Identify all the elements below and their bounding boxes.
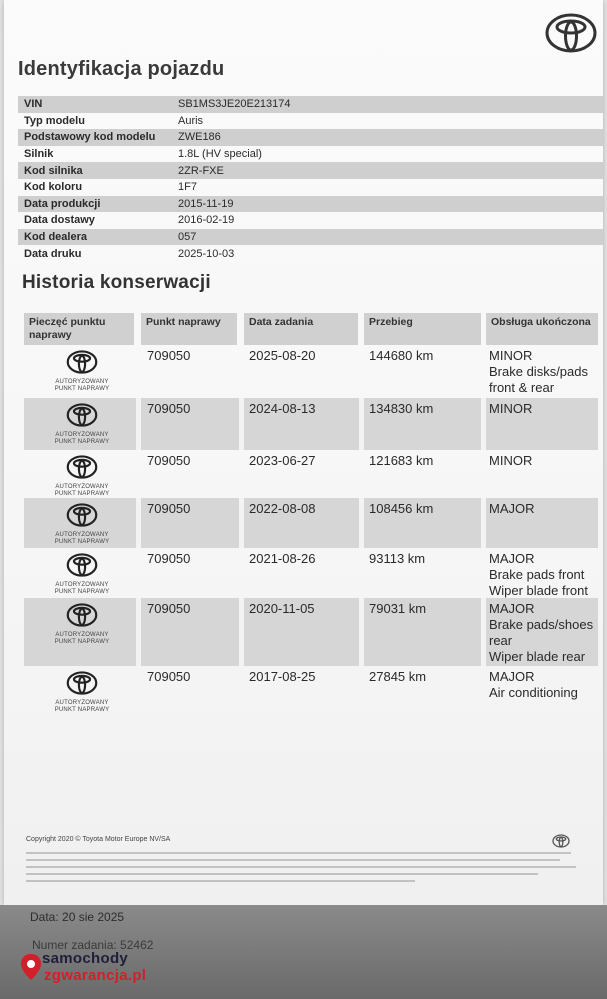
- service-date: 2024-08-13: [249, 401, 316, 416]
- column-header-shop: Punkt naprawy: [141, 313, 237, 345]
- watermark-top-text: samochody: [42, 950, 129, 967]
- service-line: MAJOR: [489, 501, 535, 516]
- history-row: [4, 598, 603, 666]
- legal-fine-print: [26, 852, 582, 886]
- authorized-stamp: [34, 500, 130, 546]
- history-table-header: [4, 313, 603, 345]
- stamp-text-line: PUNKT NAPRAWY: [54, 589, 110, 595]
- toyota-stamp-icon: [64, 402, 100, 428]
- mileage: 144680 km: [369, 348, 434, 363]
- watermark-logo: [20, 950, 190, 990]
- authorized-stamp: [34, 600, 130, 646]
- service-completed: [489, 453, 532, 469]
- history-section-title: Historia konserwacji: [22, 272, 211, 293]
- print-date-label: Data: [30, 910, 56, 924]
- service-date: 2017-08-25: [249, 669, 316, 684]
- stamp-text-line: AUTORYZOWANY: [55, 379, 109, 385]
- stamp-text-line: PUNKT NAPRAWY: [54, 491, 110, 497]
- column-header-service: Obsługa ukończona: [486, 313, 598, 345]
- vehicle-row: [18, 212, 603, 229]
- service-line: Brake disks/pads: [489, 364, 588, 379]
- column-header-date: Data zadania: [244, 313, 358, 345]
- service-date: 2021-08-26: [249, 551, 316, 566]
- vehicle-row: [18, 245, 603, 262]
- vehicle-field-value: SB1MS3JE20E213174: [172, 96, 603, 113]
- vehicle-field-label: Silnik: [24, 148, 54, 161]
- map-pin-icon: [20, 953, 42, 981]
- watermark-bottom-text: zgwarancja.pl: [44, 967, 147, 984]
- toyota-stamp-icon: [64, 502, 100, 528]
- vehicle-row: [18, 162, 603, 179]
- authorized-stamp: [34, 452, 130, 498]
- service-completed: [489, 551, 588, 599]
- order-number-value: 52462: [120, 938, 154, 952]
- service-line: MAJOR: [489, 669, 535, 684]
- service-line: MINOR: [489, 401, 533, 416]
- mileage: 121683 km: [369, 453, 434, 468]
- service-completed: [489, 601, 593, 665]
- history-row: [4, 345, 603, 398]
- vehicle-row: [18, 129, 603, 146]
- service-line: Wiper blade front: [489, 583, 588, 598]
- shop-code: 709050: [147, 501, 191, 516]
- shop-code: 709050: [147, 551, 191, 566]
- vehicle-field-value: 2015-11-19: [172, 196, 603, 213]
- mileage: 93113 km: [369, 551, 426, 566]
- shop-code: 709050: [147, 453, 191, 468]
- authorized-stamp: [34, 347, 130, 393]
- print-date: Data: 20 sie 2025: [30, 910, 125, 924]
- service-line: Air conditioning: [489, 685, 578, 700]
- shop-code: 709050: [147, 401, 191, 416]
- toyota-stamp-icon: [64, 552, 100, 578]
- stamp-text-line: PUNKT NAPRAWY: [54, 439, 110, 445]
- service-line: Wiper blade rear: [489, 649, 586, 664]
- shop-code: 709050: [147, 669, 191, 684]
- stamp-text-line: PUNKT NAPRAWY: [54, 639, 110, 645]
- stamp-text-line: AUTORYZOWANY: [55, 532, 109, 538]
- vehicle-row: [18, 196, 603, 213]
- vehicle-row: [18, 229, 603, 246]
- shop-code: 709050: [147, 601, 191, 616]
- shop-code: 709050: [147, 348, 191, 363]
- vehicle-field-value: 2ZR-FXE: [172, 162, 603, 179]
- order-number: Numer zadania: 52462: [32, 938, 154, 952]
- vehicle-field-value: 2016-02-19: [178, 214, 235, 227]
- vehicle-field-label: Kod silnika: [18, 162, 172, 179]
- page-title: Identyfikacja pojazdu: [18, 58, 225, 80]
- vehicle-identification-table: [18, 96, 603, 262]
- service-completed: [489, 501, 535, 517]
- toyota-stamp-icon: [64, 454, 100, 480]
- print-date-value: 20 sie 2025: [62, 910, 125, 924]
- history-row: [4, 548, 603, 598]
- service-record-sheet: [4, 0, 603, 905]
- service-date: 2025-08-20: [249, 348, 316, 363]
- stamp-text-line: AUTORYZOWANY: [55, 432, 109, 438]
- service-line: rear: [489, 633, 513, 648]
- stamp-text-line: AUTORYZOWANY: [55, 484, 109, 490]
- vehicle-field-label: Podstawowy kod modelu: [18, 129, 172, 146]
- service-line: front & rear: [489, 380, 555, 395]
- service-line: MAJOR: [489, 551, 535, 566]
- service-completed: [489, 401, 532, 417]
- vehicle-field-label: VIN: [18, 96, 172, 113]
- vehicle-row: [18, 113, 603, 130]
- authorized-stamp: [34, 400, 130, 446]
- stamp-text-line: AUTORYZOWANY: [55, 632, 109, 638]
- history-row: [4, 450, 603, 498]
- vehicle-field-value: 057: [172, 229, 603, 246]
- vehicle-field-value: Auris: [178, 114, 204, 127]
- mileage: 108456 km: [369, 501, 434, 516]
- vehicle-field-value: ZWE186: [172, 129, 603, 146]
- vehicle-field-label: Data dostawy: [24, 214, 95, 227]
- stamp-text-line: AUTORYZOWANY: [55, 582, 109, 588]
- vehicle-row: [18, 179, 603, 196]
- toyota-logo-icon: [545, 12, 597, 54]
- copyright-text: Copyright 2020 © Toyota Motor Europe NV/SA: [26, 836, 171, 843]
- history-row: [4, 498, 603, 548]
- service-line: MINOR: [489, 348, 533, 363]
- service-line: Brake pads front: [489, 567, 585, 582]
- stamp-text-line: PUNKT NAPRAWY: [54, 539, 110, 545]
- toyota-footer-logo-icon: [552, 834, 570, 848]
- toyota-stamp-icon: [64, 349, 100, 375]
- vehicle-field-label: Typ modelu: [24, 114, 85, 127]
- mileage: 134830 km: [369, 401, 434, 416]
- history-row: [4, 398, 603, 450]
- vehicle-field-label: Data druku: [24, 247, 82, 260]
- vehicle-row: [18, 96, 603, 113]
- column-header-stamp: Pieczęć punktu naprawy: [24, 313, 134, 345]
- vehicle-field-label: Kod koloru: [24, 181, 83, 194]
- service-line: Brake pads/shoes: [489, 617, 594, 632]
- vehicle-row: [18, 146, 603, 163]
- stamp-text-line: AUTORYZOWANY: [55, 700, 109, 706]
- stamp-text-line: PUNKT NAPRAWY: [54, 707, 110, 713]
- service-completed: [489, 669, 578, 701]
- mileage: 27845 km: [369, 669, 427, 684]
- stamp-text-line: PUNKT NAPRAWY: [54, 386, 110, 392]
- column-header-mileage: Przebieg: [364, 313, 481, 345]
- service-completed: [489, 348, 588, 396]
- vehicle-field-label: Kod dealera: [18, 229, 172, 246]
- vehicle-field-value: 1F7: [178, 181, 197, 194]
- authorized-stamp: [34, 550, 130, 596]
- service-date: 2022-08-08: [249, 501, 316, 516]
- mileage: 79031 km: [369, 601, 427, 616]
- authorized-stamp: [34, 668, 130, 714]
- history-row: [4, 666, 603, 716]
- service-date: 2020-11-05: [249, 601, 315, 616]
- vehicle-field-value: 1.8L (HV special): [178, 148, 262, 161]
- vehicle-field-label: Data produkcji: [18, 196, 172, 213]
- service-line: MAJOR: [489, 601, 535, 616]
- order-number-label: Numer zadania: [32, 938, 114, 952]
- service-date: 2023-06-27: [249, 453, 316, 468]
- vehicle-field-value: 2025-10-03: [178, 247, 235, 260]
- toyota-stamp-icon: [64, 602, 100, 628]
- toyota-stamp-icon: [64, 670, 100, 696]
- service-line: MINOR: [489, 453, 533, 468]
